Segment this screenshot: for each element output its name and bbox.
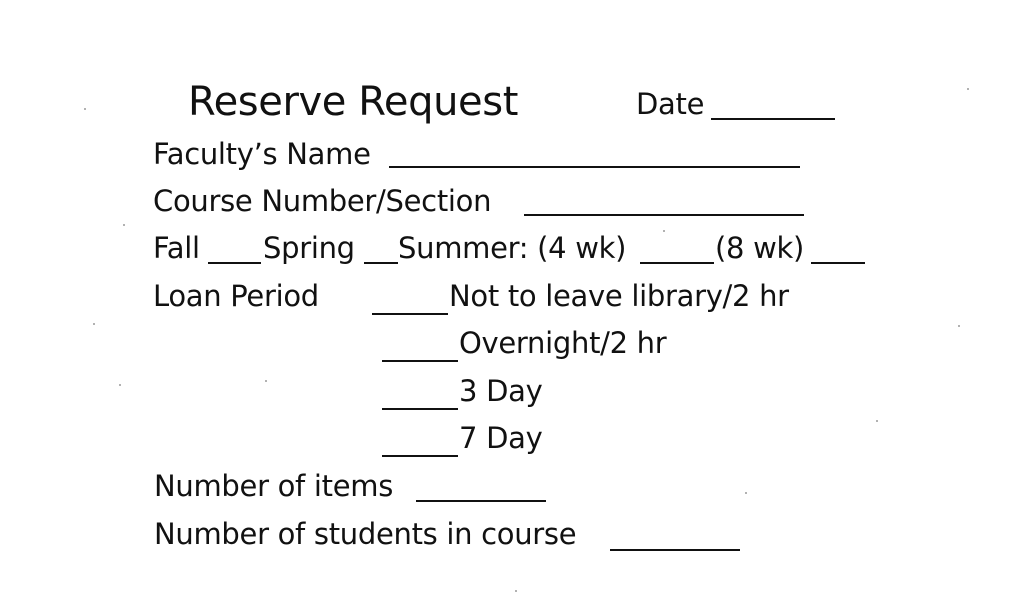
term-summer-4wk-label: Summer: (4 wk): [398, 231, 627, 265]
number-of-students-label: Number of students in course: [154, 517, 577, 551]
term-fall-blank[interactable]: [208, 262, 261, 264]
scan-speck: [515, 590, 517, 592]
loan-option-row: [0, 418, 1019, 458]
loan-option-label: 3 Day: [459, 374, 543, 408]
loan-option-label: Overnight/2 hr: [459, 326, 667, 360]
term-spring-blank[interactable]: [364, 262, 398, 264]
number-of-items-label: Number of items: [154, 469, 394, 503]
items-row: [0, 466, 1019, 506]
date-blank[interactable]: [711, 118, 835, 120]
number-of-students-blank[interactable]: [610, 549, 740, 551]
loan-option-label: Not to leave library/2 hr: [449, 279, 789, 313]
students-row: [0, 514, 1019, 554]
term-fall-label: Fall: [153, 231, 200, 265]
faculty-name-blank[interactable]: [389, 166, 800, 168]
faculty-name-label: Faculty’s Name: [153, 137, 371, 171]
loan-option-blank[interactable]: [372, 313, 448, 315]
term-spring-label: Spring: [263, 231, 355, 265]
title-row: [0, 78, 1019, 126]
loan-option-row: [0, 371, 1019, 411]
date-label: Date: [636, 87, 705, 121]
loan-option-label: 7 Day: [459, 421, 543, 455]
term-row: [0, 228, 1019, 268]
course-row: [0, 181, 1019, 221]
course-number-label: Course Number/Section: [153, 184, 492, 218]
term-summer-4wk-blank[interactable]: [640, 262, 714, 264]
loan-option-blank[interactable]: [382, 408, 458, 410]
term-summer-8wk-blank[interactable]: [811, 262, 865, 264]
form-title: Reserve Request: [188, 79, 518, 125]
loan-option-row: [0, 323, 1019, 363]
faculty-row: [0, 134, 1019, 174]
scan-speck: [123, 224, 125, 226]
course-number-blank[interactable]: [524, 214, 804, 216]
loan-period-row: [0, 276, 1019, 316]
loan-period-label: Loan Period: [153, 279, 319, 313]
term-summer-8wk-label: (8 wk): [715, 231, 805, 265]
loan-option-blank[interactable]: [382, 360, 458, 362]
loan-option-blank[interactable]: [382, 455, 458, 457]
number-of-items-blank[interactable]: [416, 500, 546, 502]
